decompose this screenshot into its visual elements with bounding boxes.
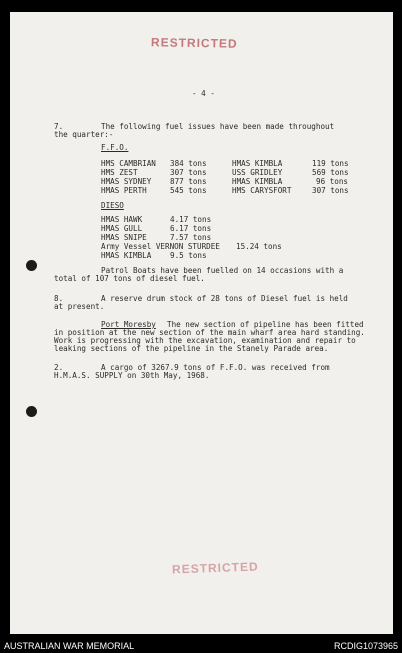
ffo-row: USS GRIDLEY <box>232 168 283 177</box>
port-moresby-heading: Port Moresby <box>101 320 156 329</box>
ffo-qty: 877 tons <box>170 177 207 186</box>
dieso-qty: 6.17 tons <box>170 224 212 233</box>
page-number: - 4 - <box>192 89 215 98</box>
footer-id: RCDIG1073965 <box>333 641 398 651</box>
dieso-qty: 7.57 tons <box>170 233 212 242</box>
ffo-row: HMS CAMBRIAN <box>101 159 156 168</box>
section-8-text: A reserve drum stock of 28 tons of Diesel fuel is held <box>101 294 348 303</box>
ffo-qty: 96 tons <box>316 177 349 186</box>
ffo-qty: 307 tons <box>312 186 349 195</box>
restricted-stamp-bottom: RESTRICTED <box>171 559 259 577</box>
dieso-qty: 15.24 tons <box>236 242 282 251</box>
port-moresby-text: The new section of pipeline has been fitted <box>167 320 364 329</box>
dieso-row: HMAS SNIPE <box>101 233 147 242</box>
restricted-stamp-top: RESTRICTED <box>150 35 238 51</box>
port-moresby-text-cont: leaking sections of the pipeline in the Stanely Parade area. <box>54 344 329 353</box>
section-7-intro-cont: the quarter:- <box>54 130 114 139</box>
punch-hole-top <box>26 260 37 271</box>
ffo-heading: F.F.O. <box>101 143 129 152</box>
dieso-qty: 4.17 tons <box>170 215 212 224</box>
section-8-number: 8. <box>54 294 64 303</box>
ffo-row: HMAS KIMBLA <box>232 159 283 168</box>
patrol-boats-text-cont: total of 107 tons of diesel fuel. <box>54 274 205 283</box>
dieso-row: HMAS KIMBLA <box>101 251 152 260</box>
footer-source: AUSTRALIAN WAR MEMORIAL <box>4 641 135 651</box>
ffo-qty: 119 tons <box>312 159 349 168</box>
section-8-text-cont: at present. <box>54 302 105 311</box>
ffo-row: HMAS KIMBLA <box>232 177 283 186</box>
ffo-qty: 307 tons <box>170 168 207 177</box>
document-page <box>10 12 393 634</box>
section-2-text-cont: H.M.A.S. SUPPLY on 30th May, 1968. <box>54 371 210 380</box>
section-7-intro: The following fuel issues have been made throughout <box>101 122 335 131</box>
dieso-row: HMAS HAWK <box>101 215 143 224</box>
dieso-heading: DIESO <box>101 201 124 210</box>
ffo-qty: 545 tons <box>170 186 207 195</box>
ffo-qty: 569 tons <box>312 168 349 177</box>
section-2-text: A cargo of 3267.9 tons of F.F.O. was received from <box>101 363 330 372</box>
ffo-row: HMS ZEST <box>101 168 138 177</box>
ffo-row: HMAS SYDNEY <box>101 177 152 186</box>
section-7-number: 7. <box>54 122 64 131</box>
punch-hole-bottom <box>26 406 37 417</box>
dieso-row: Army Vessel VERNON STURDEE <box>101 242 220 251</box>
port-moresby-text-cont: Work is progressing with the excavation, examination and repair to <box>54 336 356 345</box>
ffo-qty: 384 tons <box>170 159 207 168</box>
dieso-row: HMAS GULL <box>101 224 143 233</box>
section-2-number: 2. <box>54 363 64 372</box>
dieso-qty: 9.5 tons <box>170 251 207 260</box>
patrol-boats-text: Patrol Boats have been fuelled on 14 occasions with a <box>101 266 344 275</box>
port-moresby-text-cont: in position at the new section of the main wharf area hard standing. <box>54 328 365 337</box>
ffo-row: HMAS PERTH <box>101 186 147 195</box>
ffo-row: HMS CARYSFORT <box>232 186 292 195</box>
footer-bar <box>0 638 402 653</box>
